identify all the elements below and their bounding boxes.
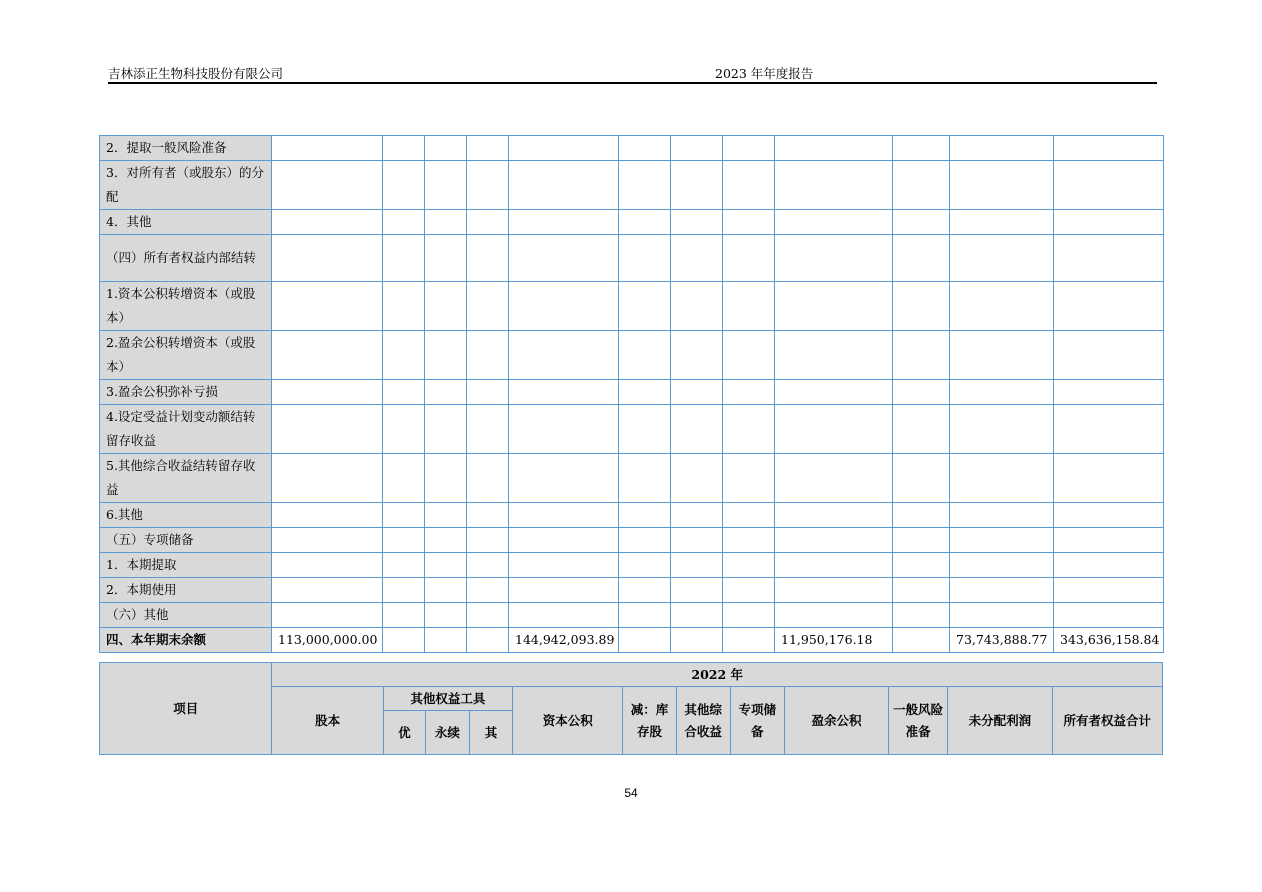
- table-cell: [1054, 503, 1164, 528]
- preferred-header: 优: [383, 711, 425, 755]
- table-cell: [950, 380, 1054, 405]
- table-row: [100, 282, 1164, 331]
- table-cell: [619, 603, 671, 628]
- table-cell: [775, 380, 893, 405]
- table-cell: [775, 503, 893, 528]
- table-row: [100, 528, 1164, 553]
- table-row: [100, 578, 1164, 603]
- table-row: [100, 161, 1164, 210]
- table-row: [100, 331, 1164, 380]
- table-cell: [467, 405, 509, 454]
- table-cell: [509, 136, 619, 161]
- table-cell: [272, 210, 383, 235]
- table-cell: [723, 578, 775, 603]
- table-cell: [893, 578, 950, 603]
- table-cell: [467, 503, 509, 528]
- table-cell: [425, 553, 467, 578]
- table-cell: [619, 628, 671, 653]
- table-row: [100, 603, 1164, 628]
- table-cell: [893, 553, 950, 578]
- table-cell: [723, 235, 775, 282]
- table-cell: [950, 405, 1054, 454]
- other-equity-tools-header: 其他权益工具: [383, 687, 512, 711]
- table-cell: [893, 454, 950, 503]
- table-cell: [775, 553, 893, 578]
- table-cell: [467, 331, 509, 380]
- table-cell: [775, 528, 893, 553]
- table-cell: [775, 603, 893, 628]
- table-cell: [671, 628, 723, 653]
- year-header: 2022 年: [272, 663, 1163, 687]
- table-cell: [272, 578, 383, 603]
- table-cell: [509, 161, 619, 210]
- item-header: 项目: [100, 663, 272, 755]
- table-cell: [671, 161, 723, 210]
- table-cell: [383, 282, 425, 331]
- special-reserve-header: 专项储备: [730, 687, 784, 755]
- table-cell: [950, 282, 1054, 331]
- table-cell: [619, 331, 671, 380]
- table-row: [100, 210, 1164, 235]
- table-cell: [272, 235, 383, 282]
- row-label: 1．本期提取: [100, 553, 272, 578]
- table-cell: [467, 136, 509, 161]
- table-cell: [425, 578, 467, 603]
- table-cell: [671, 136, 723, 161]
- table-cell: [775, 282, 893, 331]
- table-cell: [383, 405, 425, 454]
- page-header: [108, 62, 1157, 84]
- total-equity-header: 所有者权益合计: [1052, 687, 1162, 755]
- table-cell: [893, 528, 950, 553]
- total-capital-reserve: 144,942,093.89: [509, 628, 619, 653]
- table-cell: [272, 136, 383, 161]
- table-cell: [425, 503, 467, 528]
- table-cell: [425, 528, 467, 553]
- table-row: [100, 380, 1164, 405]
- table-cell: [1054, 405, 1164, 454]
- table-cell: [723, 210, 775, 235]
- row-label: （六）其他: [100, 603, 272, 628]
- report-title: 2023 年年度报告: [715, 66, 814, 81]
- table-cell: [893, 331, 950, 380]
- table-cell: [425, 331, 467, 380]
- table-cell: [272, 282, 383, 331]
- table-row: [100, 136, 1164, 161]
- table-cell: [723, 161, 775, 210]
- table-cell: [950, 603, 1054, 628]
- table-cell: [1054, 380, 1164, 405]
- table-cell: [893, 503, 950, 528]
- table-cell: [619, 380, 671, 405]
- table-cell: [723, 628, 775, 653]
- table-row: [100, 503, 1164, 528]
- table-cell: [723, 331, 775, 380]
- table-cell: [425, 603, 467, 628]
- table-row: [100, 553, 1164, 578]
- equity-header-table-2022: [99, 662, 1163, 755]
- total-total-equity: 343,636,158.84: [1054, 628, 1164, 653]
- table-cell: [467, 161, 509, 210]
- undistributed-profit-header: 未分配利润: [948, 687, 1052, 755]
- table-cell: [723, 603, 775, 628]
- table-cell: [671, 282, 723, 331]
- total-share-capital: 113,000,000.00: [272, 628, 383, 653]
- table-cell: [775, 136, 893, 161]
- table-cell: [1054, 528, 1164, 553]
- table-cell: [1054, 210, 1164, 235]
- table-cell: [383, 161, 425, 210]
- table-cell: [467, 380, 509, 405]
- general-risk-header: 一般风险准备: [889, 687, 948, 755]
- table-cell: [893, 161, 950, 210]
- table-cell: [383, 553, 425, 578]
- table-cell: [1054, 553, 1164, 578]
- table-cell: [893, 380, 950, 405]
- table-cell: [272, 454, 383, 503]
- table-cell: [1054, 454, 1164, 503]
- table-cell: [272, 603, 383, 628]
- table-cell: [775, 210, 893, 235]
- row-label: （五）专项储备: [100, 528, 272, 553]
- table-cell: [893, 136, 950, 161]
- total-undistributed-profit: 73,743,888.77: [950, 628, 1054, 653]
- row-label: 4．其他: [100, 210, 272, 235]
- table-cell: [509, 503, 619, 528]
- table-cell: [509, 380, 619, 405]
- table-cell: [950, 578, 1054, 603]
- table-cell: [723, 553, 775, 578]
- table-cell: [671, 331, 723, 380]
- table-cell: [893, 235, 950, 282]
- table-cell: [775, 331, 893, 380]
- table-cell: [1054, 282, 1164, 331]
- row-label: 3．对所有者（或股东）的分配: [100, 161, 272, 210]
- table-cell: [619, 405, 671, 454]
- row-label: 5.其他综合收益结转留存收益: [100, 454, 272, 503]
- table-cell: [383, 528, 425, 553]
- table-cell: [950, 503, 1054, 528]
- table-cell: [509, 405, 619, 454]
- table-cell: [467, 553, 509, 578]
- table-cell: [383, 578, 425, 603]
- table-cell: [671, 603, 723, 628]
- table-cell: [723, 380, 775, 405]
- table-cell: [383, 136, 425, 161]
- total-surplus-reserve: 11,950,176.18: [775, 628, 893, 653]
- table-cell: [272, 161, 383, 210]
- row-label: 2.盈余公积转增资本（或股本）: [100, 331, 272, 380]
- table-cell: [1054, 136, 1164, 161]
- table-cell: [383, 603, 425, 628]
- table-cell: [383, 210, 425, 235]
- table-cell: [509, 578, 619, 603]
- table-row: [100, 405, 1164, 454]
- row-label: 1.资本公积转增资本（或股本）: [100, 282, 272, 331]
- table-cell: [671, 578, 723, 603]
- table-cell: [425, 235, 467, 282]
- other-comprehensive-header: 其他综合收益: [676, 687, 730, 755]
- table-cell: [1054, 235, 1164, 282]
- table-cell: [425, 136, 467, 161]
- table-row: [100, 454, 1164, 503]
- table-cell: [509, 528, 619, 553]
- table-cell: [619, 528, 671, 553]
- table-cell: [671, 405, 723, 454]
- table-cell: [671, 503, 723, 528]
- table-cell: [893, 628, 950, 653]
- table-cell: [272, 528, 383, 553]
- table-cell: [619, 210, 671, 235]
- table-cell: [509, 553, 619, 578]
- table-cell: [425, 628, 467, 653]
- table-cell: [1054, 161, 1164, 210]
- table-cell: [383, 380, 425, 405]
- table-cell: [671, 235, 723, 282]
- table-cell: [723, 503, 775, 528]
- table-cell: [671, 528, 723, 553]
- table-cell: [467, 578, 509, 603]
- page-number: 54: [624, 786, 638, 800]
- table-cell: [383, 454, 425, 503]
- table-cell: [671, 210, 723, 235]
- table-cell: [1054, 603, 1164, 628]
- table-cell: [425, 454, 467, 503]
- table-cell: [272, 405, 383, 454]
- table-cell: [383, 503, 425, 528]
- table-cell: [383, 628, 425, 653]
- table-cell: [425, 161, 467, 210]
- table-cell: [509, 235, 619, 282]
- capital-reserve-header: 资本公积: [513, 687, 623, 755]
- table-cell: [775, 578, 893, 603]
- equity-changes-table-2023: [99, 135, 1164, 653]
- table-cell: [775, 161, 893, 210]
- other-header: 其: [469, 711, 512, 755]
- table-cell: [950, 528, 1054, 553]
- table-cell: [467, 282, 509, 331]
- table-cell: [467, 528, 509, 553]
- table-cell: [775, 405, 893, 454]
- row-label: 2．本期使用: [100, 578, 272, 603]
- table-cell: [619, 503, 671, 528]
- table-cell: [723, 528, 775, 553]
- table-cell: [671, 380, 723, 405]
- table-cell: [619, 136, 671, 161]
- row-label: （四）所有者权益内部结转: [100, 235, 272, 282]
- perpetual-header: 永续: [425, 711, 469, 755]
- table-cell: [950, 210, 1054, 235]
- surplus-reserve-header: 盈余公积: [784, 687, 888, 755]
- table-cell: [619, 553, 671, 578]
- table-cell: [272, 553, 383, 578]
- table-cell: [467, 628, 509, 653]
- company-name: 吉林添正生物科技股份有限公司: [108, 66, 284, 81]
- table-cell: [671, 553, 723, 578]
- table-cell: [425, 380, 467, 405]
- table-cell: [775, 235, 893, 282]
- table-cell: [950, 235, 1054, 282]
- table-cell: [1054, 578, 1164, 603]
- row-label: 2．提取一般风险准备: [100, 136, 272, 161]
- table-cell: [467, 603, 509, 628]
- treasury-stock-header: 减：库存股: [623, 687, 676, 755]
- table-cell: [950, 331, 1054, 380]
- table-cell: [950, 553, 1054, 578]
- table-cell: [425, 210, 467, 235]
- table-cell: [509, 282, 619, 331]
- table-cell: [425, 405, 467, 454]
- table-cell: [1054, 331, 1164, 380]
- table-cell: [509, 454, 619, 503]
- table-cell: [893, 603, 950, 628]
- table-cell: [272, 331, 383, 380]
- table-cell: [723, 136, 775, 161]
- table-cell: [272, 380, 383, 405]
- table-cell: [467, 210, 509, 235]
- table-cell: [509, 331, 619, 380]
- table-cell: [775, 454, 893, 503]
- table-cell: [619, 578, 671, 603]
- share-capital-header: 股本: [272, 687, 383, 755]
- table-cell: [723, 454, 775, 503]
- row-label: 4.设定受益计划变动额结转留存收益: [100, 405, 272, 454]
- table-cell: [619, 282, 671, 331]
- table-cell: [950, 161, 1054, 210]
- table-cell: [619, 454, 671, 503]
- table-cell: [383, 235, 425, 282]
- table-cell: [893, 282, 950, 331]
- table-cell: [893, 210, 950, 235]
- table-cell: [509, 603, 619, 628]
- table-cell: [723, 282, 775, 331]
- table-cell: [467, 454, 509, 503]
- table-row: [100, 235, 1164, 282]
- table-cell: [467, 235, 509, 282]
- table-cell: [619, 235, 671, 282]
- row-label: 6.其他: [100, 503, 272, 528]
- table-cell: [671, 454, 723, 503]
- table-cell: [950, 454, 1054, 503]
- table-cell: [723, 405, 775, 454]
- table-cell: [893, 405, 950, 454]
- total-row-label: 四、本年期末余额: [100, 628, 272, 653]
- table-cell: [509, 210, 619, 235]
- row-label: 3.盈余公积弥补亏损: [100, 380, 272, 405]
- total-row: [100, 628, 1164, 653]
- table-cell: [383, 331, 425, 380]
- table-cell: [619, 161, 671, 210]
- table-cell: [272, 503, 383, 528]
- table-cell: [425, 282, 467, 331]
- table-cell: [950, 136, 1054, 161]
